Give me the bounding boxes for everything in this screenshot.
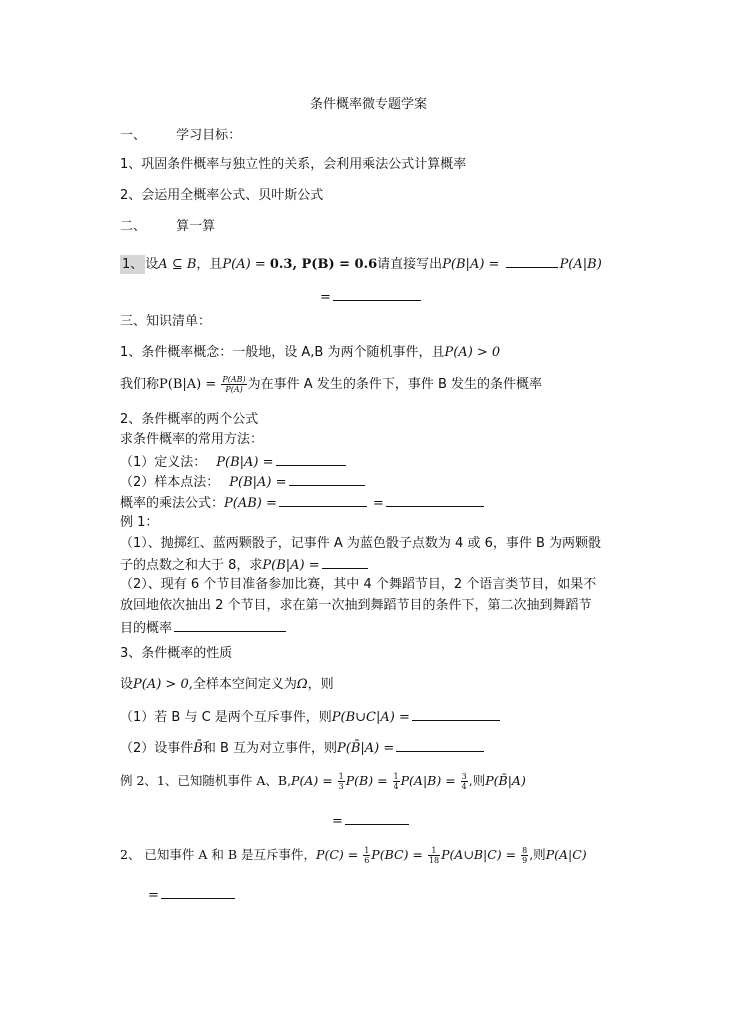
section-2-heading [120,218,215,236]
math: P(AB) = [224,496,277,511]
answer-blank[interactable] [333,287,421,301]
text: 设 [120,677,134,692]
example-2-q2-answer [148,885,237,905]
answer-blank[interactable] [345,811,409,825]
text: （1）定义法： [120,455,207,470]
calc-math: , P(B) = 0.6 [292,257,378,272]
math: P(C) = [316,847,363,862]
example-2-q1-answer [332,811,411,831]
math: P(B̄|A) = [337,741,395,756]
knowledge-1-definition [120,375,542,394]
math: P(A) > 0 [133,677,189,692]
answer-blank[interactable] [386,493,484,507]
answer-blank[interactable] [396,738,484,752]
example-1-heading: 例 1： [120,515,159,530]
text: 目的概率 [120,621,173,636]
math: P(BC) = [371,847,427,862]
calc-text: 设 [145,257,159,272]
equals-sign: = [332,814,343,829]
knowledge-3: 3、条件概率的性质 [120,646,233,661]
math: P(B|A) = [262,558,320,573]
math: Ω [296,677,308,692]
calc-answer-line [320,287,423,307]
text: 我们称 [120,377,160,392]
answer-blank[interactable] [322,555,368,569]
section-3-heading: 三、知识清单： [120,314,212,329]
calc-text: ，且 [196,257,223,272]
property-1 [120,707,502,727]
goal-1: 1、巩固条件概率与独立性的关系，会利用乘法公式计算概率 [120,157,467,172]
math: P(B|A) = [216,455,274,470]
example-1b-line2: 放回地依次抽出 2 个节目，求在第一次抽到舞蹈节目的条件下，第二次抽到舞蹈节 [120,598,592,613]
text: （2）样本点法： [120,475,220,490]
property-2 [120,738,486,758]
knowledge-1 [120,344,500,362]
answer-blank[interactable] [289,472,365,486]
answer-blank[interactable] [506,254,558,268]
math: P(B̄|A) [485,773,526,788]
multiplication-formula [120,493,486,513]
fraction: $\frac{3}{4}$ [461,772,467,791]
example-2-q2 [120,846,587,865]
math: P(A) = [291,773,337,788]
calc-math: P(A|B) [559,257,602,272]
math: P(A|C) [545,847,587,862]
equals-sign: = [320,290,331,305]
text: ,则 [529,847,546,862]
answer-blank[interactable] [276,452,346,466]
calc-text: 请直接写出 [377,257,443,272]
fraction: $\frac{1}{3}$ [338,772,344,791]
goal-2: 2、会运用全概率公式、贝叶斯公式 [120,188,324,203]
text: 为在事件 A 发生的条件下，事件 B 发生的条件概率 [247,377,543,392]
methods-heading: 求条件概率的常用方法： [120,432,264,447]
method-1 [120,452,348,472]
calc-math: 0.3 [269,257,293,272]
calc-math: P(B|A) = [442,257,504,272]
example-2-q1 [120,772,526,791]
math: = [372,496,384,511]
fraction: $\frac{1}{4}$ [393,772,399,791]
calc-question [120,254,602,274]
text: ,全样本空间定义为 [188,677,297,692]
example-1a-line2 [120,555,370,575]
knowledge-2: 2、条件概率的两个公式 [120,412,259,427]
calc-math: A ⊆ B [158,257,197,272]
answer-blank[interactable] [161,885,235,899]
fraction: $\frac{8}{9}$ [522,846,528,865]
math: P(B∪C|A) = [331,710,410,725]
example-1b-line3 [120,618,288,638]
text: 和 B 互为对立事件，则 [202,741,338,756]
text: 1、条件概率概念：一般地，设 A,B 为两个随机事件，且 [120,345,445,360]
section-1-number: 一、 [120,128,147,143]
text: 例 2、1、已知随机事件 A、B, [120,773,292,788]
equals-sign: = [148,888,159,903]
example-1b-line1: （2）、现有 6 个节目准备参加比赛，其中 4 个舞蹈节目，2 个语言类节目，如果不 [120,577,597,592]
calc-number: 1、 [122,257,144,272]
property-intro [120,676,334,694]
math: P(A∪B|C) = [441,847,521,862]
answer-blank[interactable] [412,707,500,721]
calc-math: P(A) = [222,257,270,272]
fraction: $\frac{1}{18}$ [428,846,440,865]
section-2-label: 算一算 [176,219,216,234]
math: P(A) > 0 [444,345,501,360]
text: （2）设事件 [120,741,194,756]
math: P(B) = [345,773,392,788]
fraction: $\frac{P(AB)}{P(A)}$ [222,375,246,394]
answer-blank[interactable] [279,493,367,507]
answer-blank[interactable] [174,618,286,632]
section-2-number: 二、 [120,219,147,234]
math: P(B|A) = [229,475,287,490]
text: 2、 已知事件 A 和 B 是互斥事件， [120,847,317,862]
math: B̄ [193,741,203,756]
text: ,则 [468,773,486,788]
math: P(A|B) = [400,773,460,788]
example-1a-line1: （1）、抛掷红、蓝两颗骰子，记事件 A 为蓝色骰子点数为 4 或 6，事件 B 为两颗骰 [120,536,602,551]
text: ，则 [307,677,334,692]
text: （1）若 B 与 C 是两个互斥事件，则 [120,710,332,725]
section-1-heading [120,127,241,145]
text: 子的点数之和大于 8，求 [120,558,263,573]
method-2 [120,472,367,492]
text: 概率的乘法公式： [120,496,225,511]
section-1-label: 学习目标： [176,128,242,143]
math: P(B|A) = [159,377,221,392]
page-title: 条件概率微专题学案 [310,97,428,112]
fraction: $\frac{1}{6}$ [364,846,370,865]
